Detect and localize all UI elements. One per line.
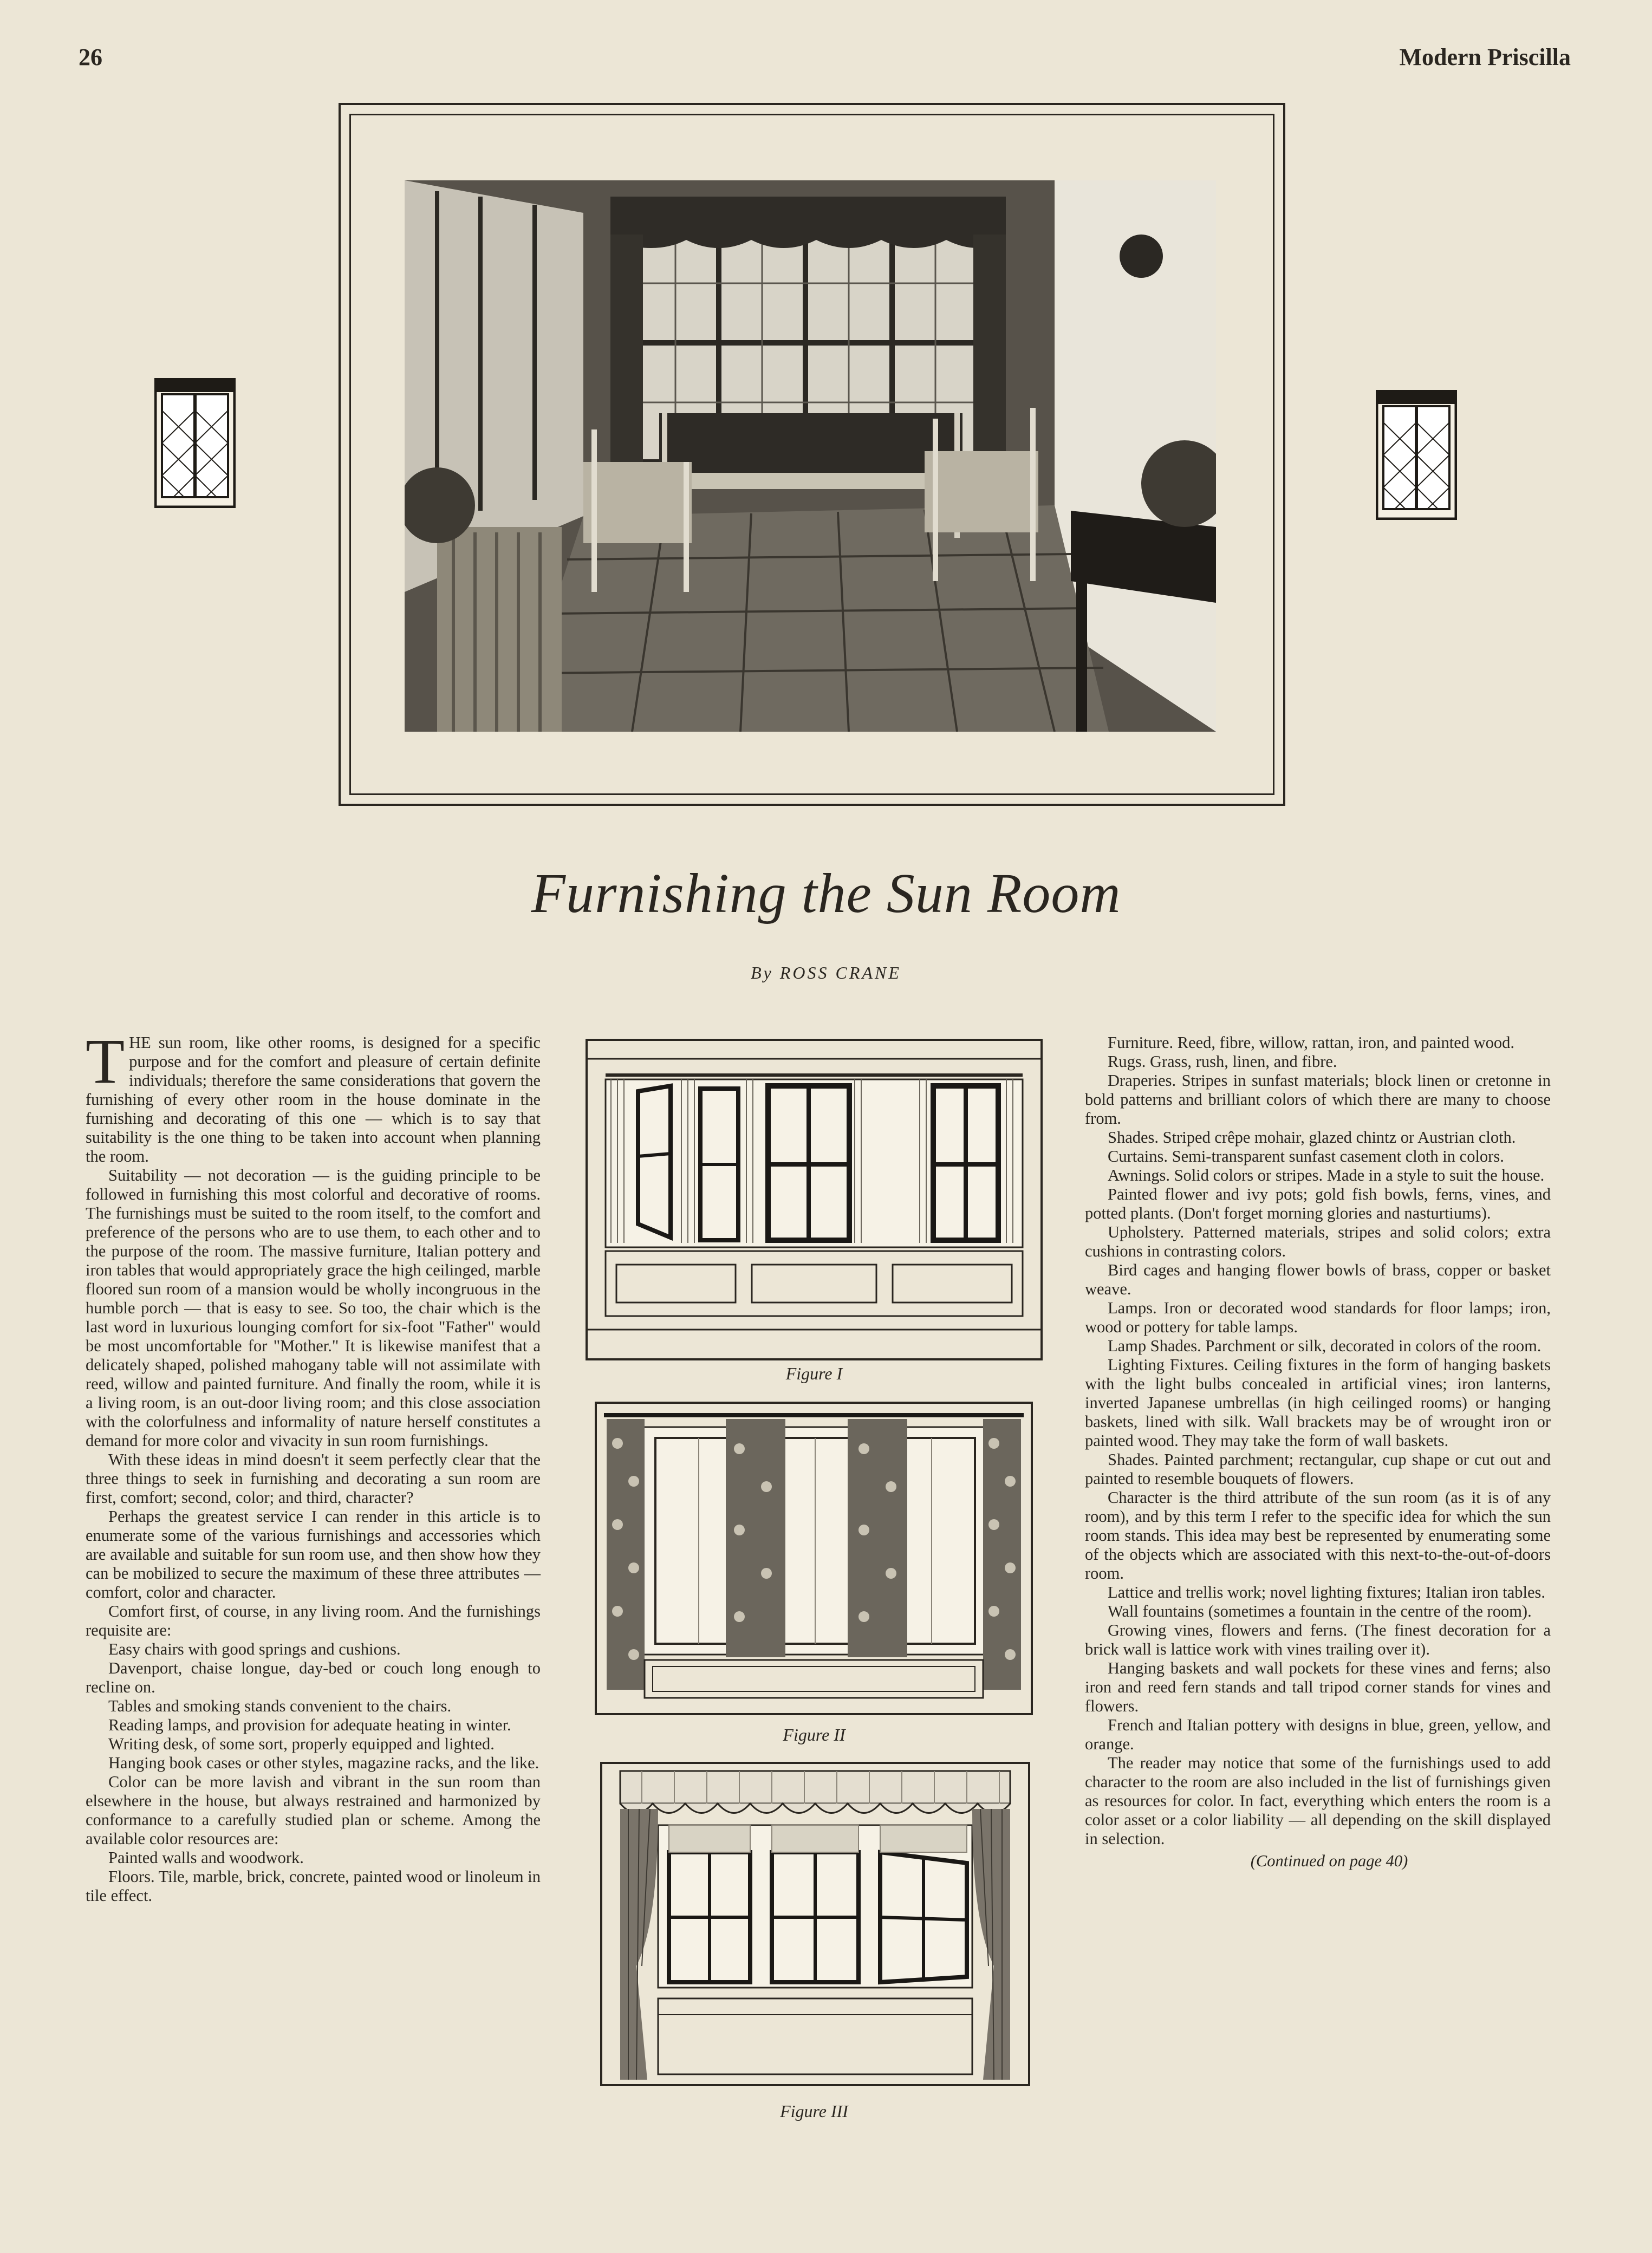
- list-item: Curtains. Semi-transparent sunfast casement cloth in colors.: [1108, 1147, 1504, 1165]
- figure-3-illustration: [599, 1760, 1032, 2088]
- list-item: Davenport, chaise longue, day-bed or couch long enough to recline on.: [86, 1659, 541, 1696]
- body-paragraph: Suitability — not decoration — is the guiding principle to be followed in furnishing this most colorful and decorative of rooms. The furnishings must be suited to the room itself, to the comfort and preference of the persons who are to use them, to each other and to the purpose of the room. The massive furniture, Italian pottery and iron tables that would appropriately grace the high ceilinged, marble floored sun room of a mansion would be wholly incongruous in the humble porch — that is easy to see. So too, the chair which is the last word in luxurious lounging comfort for six-foot "Father" would be most uncomfortable for "Mother." It is likewise manifest that a delicately shaped, polished mahogany table will not assimilate with reed, willow and painted furniture. And finally the room, while it is a living room, is an out-door living room; and this close association with the colorfulness and informality of nature herself constitutes a demand for more color and vivacity in sun room furnishings.: [86, 1166, 541, 1450]
- list-item: Rugs. Grass, rush, linen, and fibre.: [1108, 1052, 1337, 1071]
- body-paragraph: With these ideas in mind doesn't it seem perfectly clear that the three things to seek in furnishing and decorating a sun room are first, comfort; second, color; and third, character?: [86, 1450, 541, 1507]
- list-item: Hanging book cases or other styles, magazine racks, and the like.: [108, 1754, 539, 1772]
- left-text-column: [86, 1026, 541, 1905]
- intro-paragraph: THE sun room, like other rooms, is designed for a specific purpose and for the comfort and pleasure of certain definite individuals; therefore the same considerations that govern the furnishing of every other room in the house dominate in the furnishing and decorating of this one — which is to say that suitability is the one thing to be taken into account when planning the room.: [86, 1026, 541, 1165]
- list-item: Easy chairs with good springs and cushions.: [108, 1640, 401, 1658]
- sun-room-photograph: [405, 180, 1216, 732]
- list-item: Wall fountains (sometimes a fountain in the centre of the room).: [1108, 1602, 1532, 1620]
- lattice-window-ornament-right: [1376, 390, 1457, 520]
- figure-1-caption: Figure I: [785, 1364, 843, 1383]
- body-paragraph: Character is the third attribute of the sun room (as it is of any room), and by this term I refer to the specific idea for which the sun room stands. This idea may best be represented by enumerating some of the objects which are associated with this next-to-the-out-of-doors room.: [1085, 1488, 1551, 1583]
- list-item: Draperies. Stripes in sunfast materials; block linen or cretonne in bold patterns and brilliant colors of which there are many to choose from.: [1085, 1071, 1551, 1128]
- continued-on-page-note: (Continued on page 40): [1250, 1852, 1408, 1870]
- article-title: Furnishing the Sun Room: [531, 862, 1121, 924]
- list-item: Painted walls and woodwork.: [108, 1848, 304, 1867]
- list-item: Tables and smoking stands convenient to the chairs.: [108, 1697, 452, 1715]
- list-item: Lighting Fixtures. Ceiling fixtures in the form of hanging baskets with the light bulbs concealed in artificial vines; iron lanterns, inverted Japanese umbrellas (in high ceilinged rooms) or hanging baskets, lined with silk. Wall brackets may be of wrought iron or painted wood. They may take the form of wall baskets.: [1085, 1356, 1551, 1450]
- list-item: Furniture. Reed, fibre, willow, rattan, iron, and painted wood.: [1108, 1033, 1515, 1052]
- list-item: Reading lamps, and provision for adequate heating in winter.: [108, 1716, 511, 1734]
- page-number: 26: [79, 44, 102, 70]
- figure-2-caption: Figure II: [783, 1725, 845, 1744]
- list-item: Growing vines, flowers and ferns. (The finest decoration for a brick wall is lattice work with vines trailing over it).: [1085, 1621, 1551, 1658]
- list-item: Lamps. Iron or decorated wood standards for floor lamps; iron, wood or pottery for table lamps.: [1085, 1299, 1551, 1336]
- body-paragraph: Color can be more lavish and vibrant in the sun room than elsewhere in the house, but always restrained and harmonized by conformance to a carefully studied plan or scheme. Among the available color resources are:: [86, 1773, 541, 1848]
- list-item: French and Italian pottery with designs in blue, green, yellow, and orange.: [1085, 1716, 1551, 1753]
- list-item: Shades. Striped crêpe mohair, glazed chintz or Austrian cloth.: [1108, 1128, 1516, 1147]
- list-item: Lamp Shades. Parchment or silk, decorated in colors of the room.: [1108, 1337, 1542, 1355]
- figure-2-illustration: [593, 1400, 1035, 1717]
- list-item: Floors. Tile, marble, brick, concrete, painted wood or linoleum in tile effect.: [86, 1867, 541, 1905]
- list-item: Writing desk, of some sort, properly equipped and lighted.: [108, 1735, 495, 1753]
- list-item: Upholstery. Patterned materials, stripes and solid colors; extra cushions in contrasting colors.: [1085, 1223, 1551, 1260]
- lattice-window-ornament-left: [154, 378, 236, 508]
- list-item: Painted flower and ivy pots; gold fish bowls, ferns, vines, and potted plants. (Don't forget morning glories and nasturtiums).: [1085, 1185, 1551, 1222]
- figure-3-caption: Figure III: [780, 2101, 848, 2121]
- body-paragraph: Perhaps the greatest service I can render in this article is to enumerate some of the various furnishings and accessories which are available and suitable for sun room use, and then show how they can be mobilized to secure the maximum of these three attributes — comfort, color and character.: [86, 1507, 541, 1601]
- article-byline: By ROSS CRANE: [751, 963, 901, 982]
- figure-1-illustration: [584, 1037, 1044, 1362]
- list-item: Shades. Painted parchment; rectangular, cup shape or cut out and painted to resemble bouquets of flowers.: [1085, 1450, 1551, 1488]
- body-paragraph: Comfort first, of course, in any living room. And the furnishings requisite are:: [86, 1602, 541, 1639]
- right-text-column: [1085, 1033, 1551, 1871]
- list-item: Awnings. Solid colors or stripes. Made in a style to suit the house.: [1108, 1166, 1545, 1184]
- body-paragraph: The reader may notice that some of the furnishings used to add character to the room are also included in the list of furnishings given as resources for color. In fact, everything which enters the room is a color asset or a color liability — all depending on the skill displayed in selection.: [1085, 1754, 1551, 1848]
- list-item: Bird cages and hanging flower bowls of brass, copper or basket weave.: [1085, 1261, 1551, 1298]
- list-item: Lattice and trellis work; novel lighting fixtures; Italian iron tables.: [1108, 1583, 1546, 1601]
- magazine-name: Modern Priscilla: [1399, 44, 1571, 70]
- list-item: Hanging baskets and wall pockets for these vines and ferns; also iron and reed fern stands and tall tripod corner stands for vines and flowers.: [1085, 1659, 1551, 1715]
